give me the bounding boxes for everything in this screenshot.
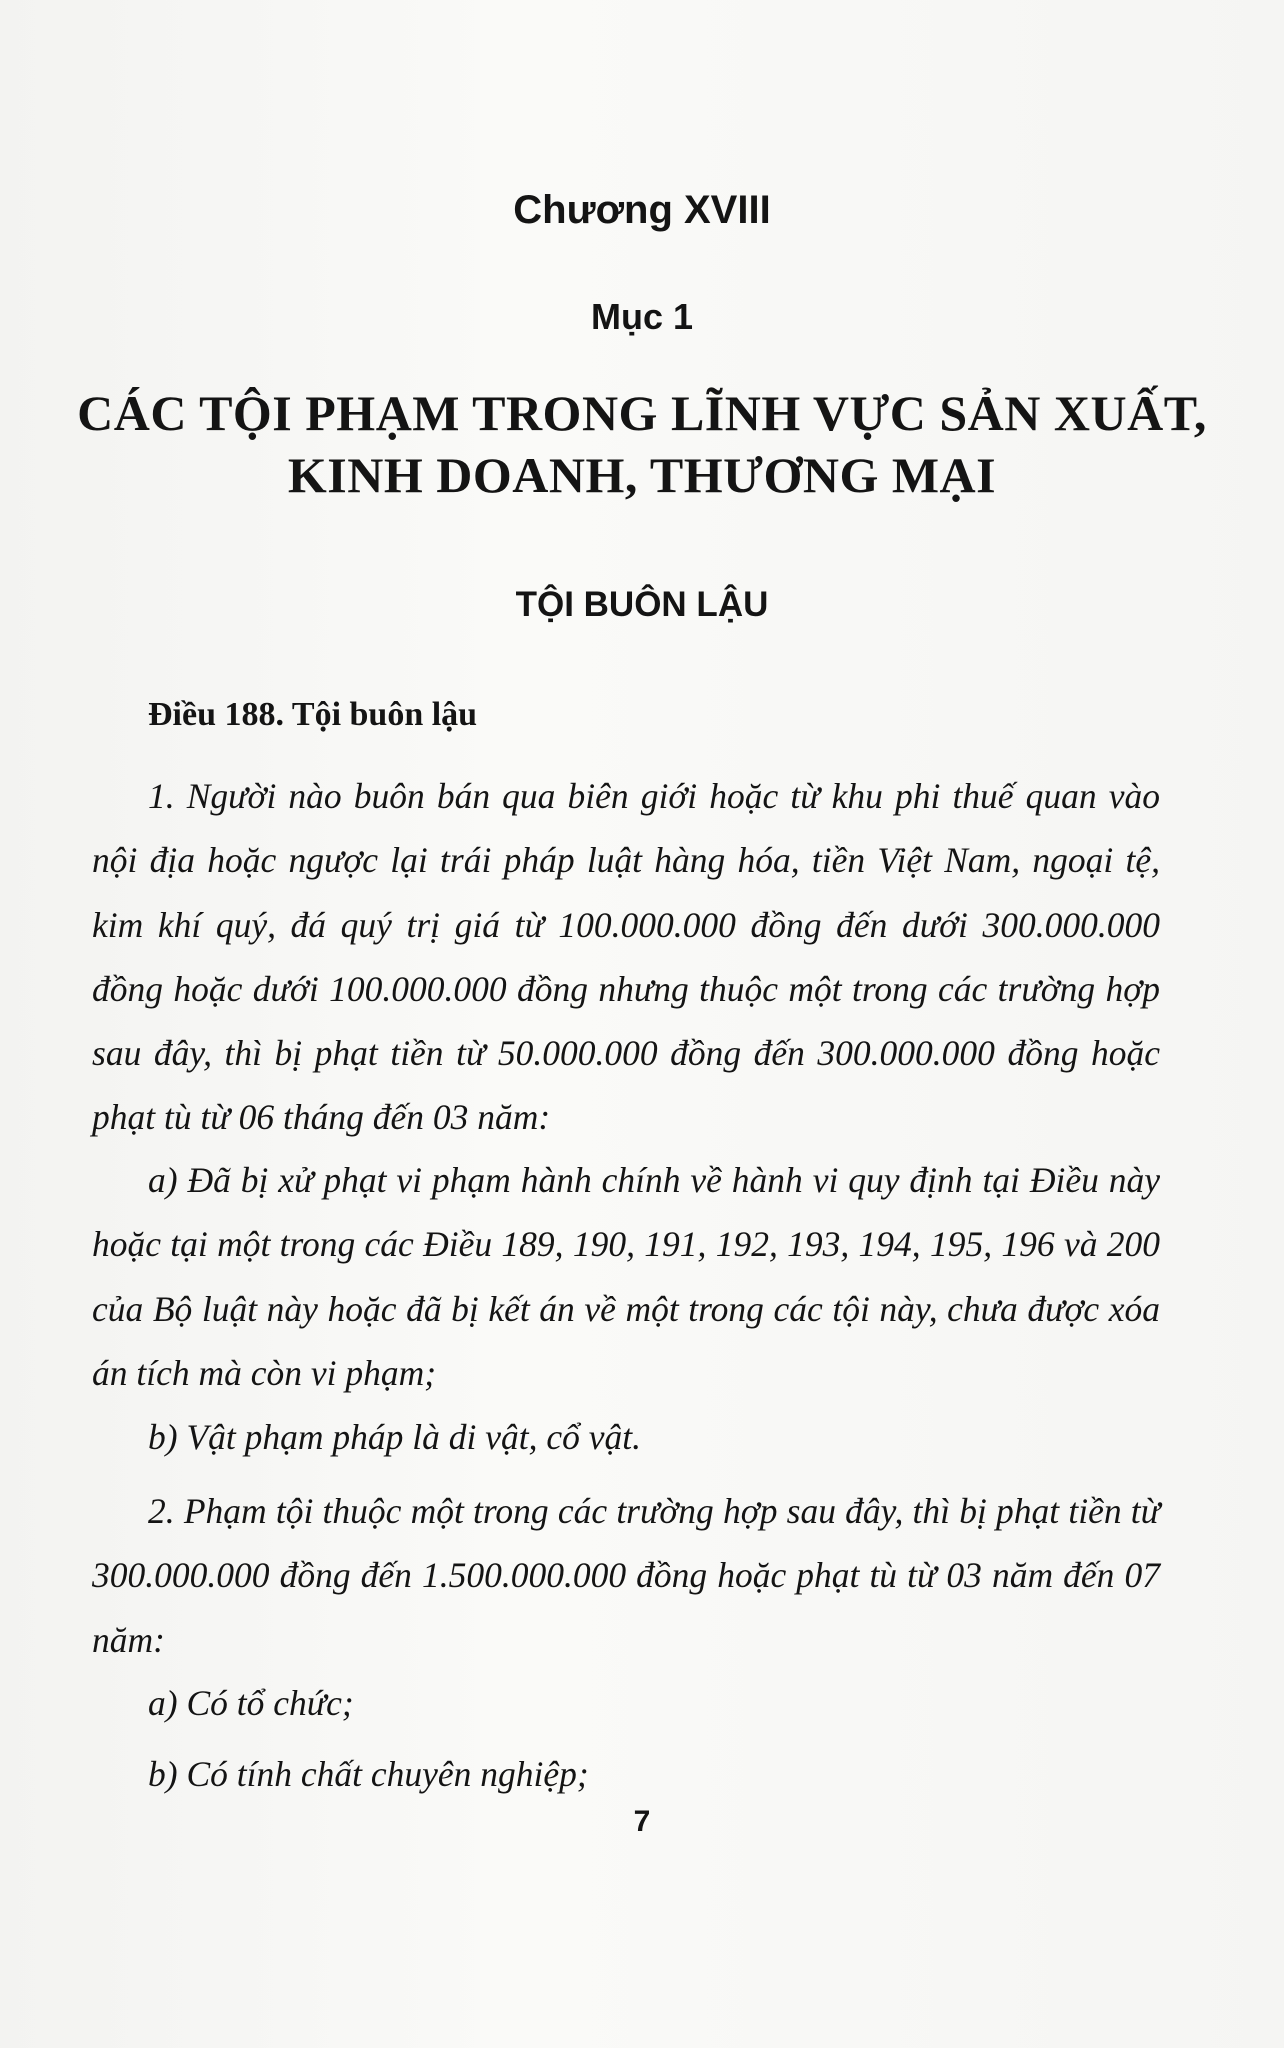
paragraph-clause-2: 2. Phạm tội thuộc một trong các trường hợp sau đây, thì bị phạt tiền từ 300.000.000 đồng đến 1.500.000.000 đồng hoặc phạt tù từ 03 năm đến 07 năm: <box>92 1491 1160 1660</box>
paragraph-point-1a: a) Đã bị xử phạt vi phạm hành chính về hành vi quy định tại Điều này hoặc tại một trong các Điều 189, 190, 191, 192, 193, 194, 195, 196 và 200 của Bộ luật này hoặc đã bị kết án về một trong các tội này, chưa được xóa án tích mà còn vi phạm; <box>92 1160 1160 1393</box>
crime-title: TỘI BUÔN LẬU <box>515 585 769 624</box>
section-heading: Mục 1 <box>590 296 694 337</box>
page-number: 7 <box>633 1805 651 1838</box>
paragraph-point-2b: b) Có tính chất chuyên nghiệp; <box>148 1754 589 1794</box>
chapter-heading: Chương XVIII <box>513 188 771 232</box>
paragraph-point-2a: a) Có tổ chức; <box>148 1683 354 1723</box>
paragraph-point-1b: b) Vật phạm pháp là di vật, cổ vật. <box>148 1417 641 1457</box>
main-title <box>60 382 1224 506</box>
main-title-line-2: KINH DOANH, THƯƠNG MẠI <box>287 447 997 503</box>
main-title-line-1: CÁC TỘI PHẠM TRONG LĨNH VỰC SẢN XUẤT, <box>77 385 1207 441</box>
article-title: Điều 188. Tội buôn lậu <box>148 696 478 733</box>
paragraph-clause-1: 1. Người nào buôn bán qua biên giới hoặc từ khu phi thuế quan vào nội địa hoặc ngược lại trái pháp luật hàng hóa, tiền Việt Nam, ngoại tệ, kim khí quý, đá quý trị giá từ 100.000.000 đồng đến dưới 300.000.000 đồng hoặc dưới 100.000.000 đồng nhưng thuộc một trong các trường hợp sau đây, thì bị phạt tiền từ 50.000.000 đồng đến 300.000.000 đồng hoặc phạt tù từ 06 tháng đến 03 năm: <box>92 776 1160 1138</box>
